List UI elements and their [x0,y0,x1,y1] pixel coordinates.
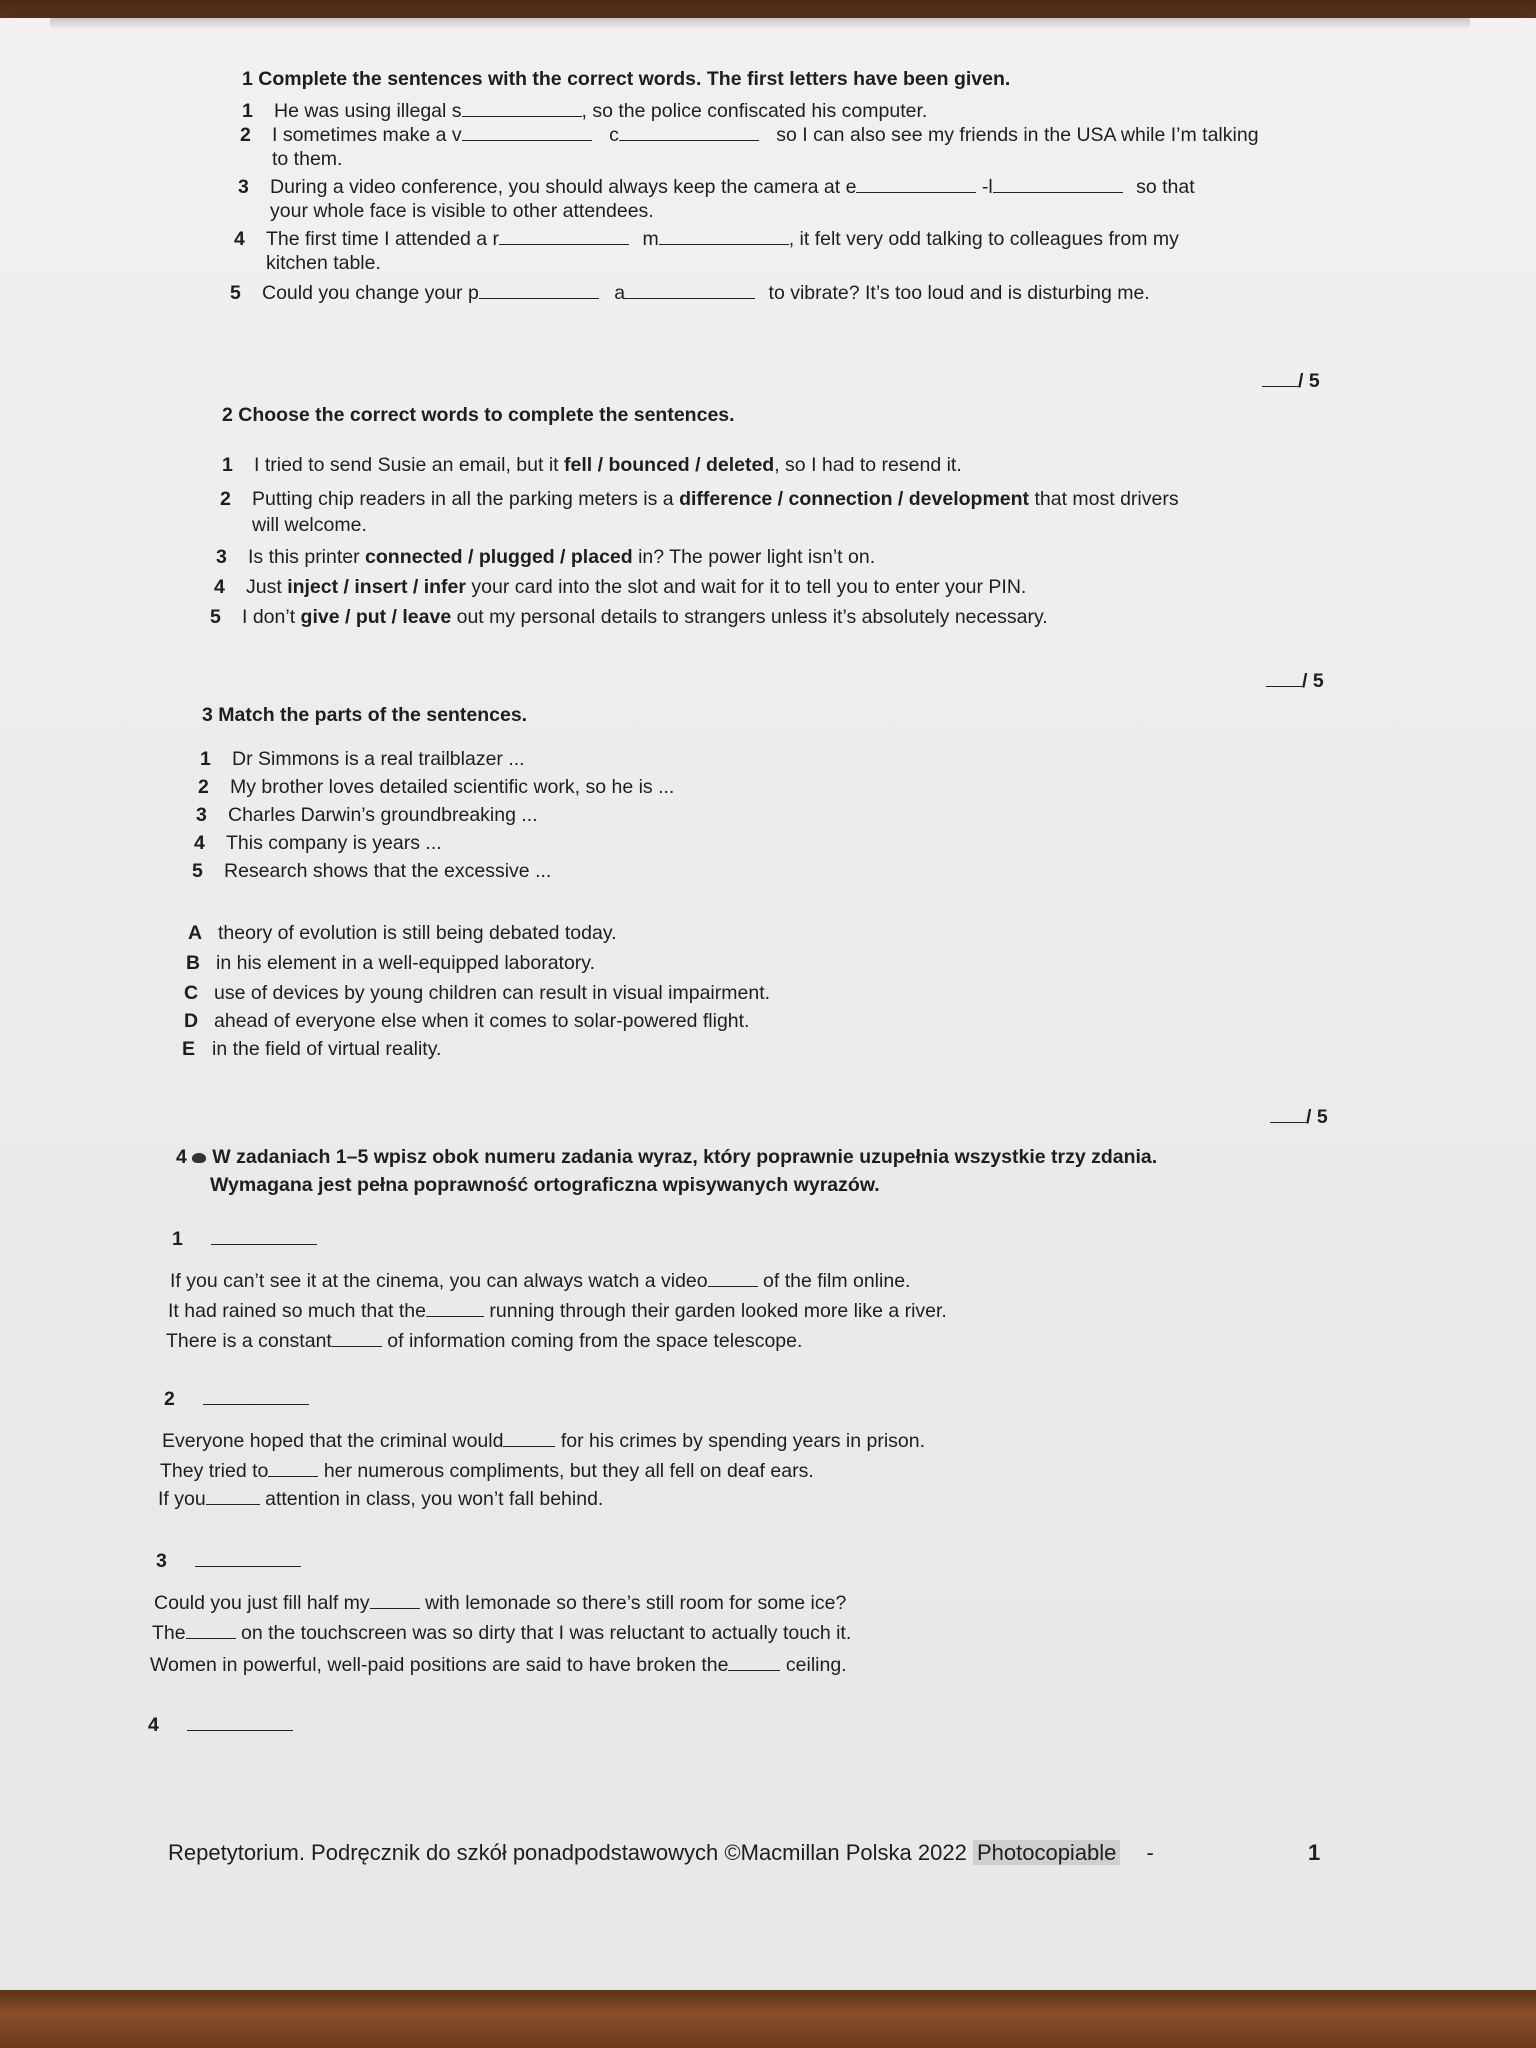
ex4-group-3-number: 3 [156,1550,301,1573]
answer-blank[interactable] [332,1345,382,1347]
worksheet-paper [0,18,1536,1990]
ex1-item-2-cont: to them. [272,148,343,170]
ex3-item-3: 3 Charles Darwin’s groundbreaking ... [196,804,538,826]
answer-blank[interactable] [499,243,629,245]
answer-blank[interactable] [203,1403,309,1405]
answer-blank[interactable] [993,191,1123,193]
ex4-g1-sentence-2: It had rained so much that the running through their garden looked more like a river. [168,1300,947,1322]
ex1-score: / 5 [1262,370,1320,393]
word-options[interactable]: give / put / leave [300,606,452,628]
mouse-icon [192,1153,206,1163]
ex3-ending-d: D ahead of everyone else when it comes to solar-powered flight. [184,1010,750,1032]
answer-blank[interactable] [462,139,592,141]
ex2-item-2-cont: will welcome. [252,514,367,536]
ex3-ending-c: C use of devices by young children can result in visual impairment. [184,982,771,1004]
ex3-ending-e: E in the field of virtual reality. [182,1038,442,1060]
score-blank[interactable] [1270,1121,1306,1123]
answer-blank[interactable] [728,1669,780,1671]
answer-blank[interactable] [426,1315,484,1317]
answer-blank[interactable] [370,1607,420,1609]
ex2-item-4: 4 Just inject / insert / infer your card into the slot and wait for it to tell you to enter your PIN. [214,576,1027,598]
ex3-item-5: 5 Research shows that the excessive ... [192,860,552,882]
answer-blank[interactable] [479,297,599,299]
wood-surface-bottom [0,1990,1536,2048]
ex3-ending-a: A theory of evolution is still being debated today. [188,922,617,944]
answer-blank[interactable] [503,1445,555,1447]
ex4-group-4-number: 4 [148,1714,293,1737]
footer-dash: - [1146,1840,1154,1865]
answer-blank[interactable] [659,243,789,245]
answer-blank[interactable] [206,1503,260,1505]
word-options[interactable]: connected / plugged / placed [365,546,633,568]
ex3-item-4: 4 This company is years ... [194,832,442,854]
ex3-ending-b: B in his element in a well-equipped laboratory. [186,952,596,974]
word-options[interactable]: difference / connection / development [679,488,1030,510]
ex1-item-4-cont: kitchen table. [266,252,381,274]
score-blank[interactable] [1262,385,1298,387]
ex2-item-2: 2 Putting chip readers in all the parking meters is a difference / connection / development that most drivers [220,488,1179,510]
score-blank[interactable] [1266,685,1302,687]
ex4-heading: 4 W zadaniach 1–5 wpisz obok numeru zadania wyraz, który poprawnie uzupełnia wszystkie trzy zdania. [176,1146,1158,1168]
ex3-heading: 3 Match the parts of the sentences. [202,704,528,726]
ex4-group-1-number: 1 [172,1228,317,1251]
ex4-g2-sentence-3: If you attention in class, you won’t fall behind. [158,1488,604,1510]
answer-blank[interactable] [625,297,755,299]
answer-blank[interactable] [856,191,976,193]
word-options[interactable]: fell / bounced / deleted [564,454,775,476]
photocopiable-label: Photocopiable [973,1840,1120,1865]
ex4-heading-cont: Wymagana jest pełna poprawność ortograficzna wpisywanych wyrazów. [210,1174,880,1196]
ex1-item-3: 3 During a video conference, you should always keep the camera at e -l so that [238,176,1195,198]
answer-blank[interactable] [186,1637,236,1639]
answer-blank[interactable] [195,1565,301,1567]
ex4-group-2-number: 2 [164,1388,309,1411]
ex1-heading: 1 Complete the sentences with the correct words. The first letters have been given. [242,68,1011,90]
ex1-item-4: 4 The first time I attended a r m , it felt very odd talking to colleagues from my [234,228,1179,250]
ex4-g1-sentence-1: If you can’t see it at the cinema, you can always watch a video of the film online. [170,1270,911,1292]
ex1-item-1: 1 He was using illegal s , so the police confiscated his computer. [242,100,928,122]
ex1-item-5: 5 Could you change your p a to vibrate? It’s too loud and is disturbing me. [230,282,1150,304]
ex4-g1-sentence-3: There is a constant of information coming from the space telescope. [166,1330,803,1352]
ex2-item-5: 5 I don’t give / put / leave out my personal details to strangers unless it’s absolutely necessary. [210,606,1048,628]
ex2-heading: 2 Choose the correct words to complete the sentences. [222,404,735,426]
ex4-g3-sentence-2: The on the touchscreen was so dirty that I was reluctant to actually touch it. [152,1622,852,1644]
answer-blank[interactable] [187,1729,293,1731]
ex4-g2-sentence-2: They tried to her numerous compliments, but they all fell on deaf ears. [160,1460,814,1482]
answer-blank[interactable] [462,115,582,117]
ex4-g2-sentence-1: Everyone hoped that the criminal would for his crimes by spending years in prison. [162,1430,926,1452]
answer-blank[interactable] [708,1285,758,1287]
ex1-item-3-cont: your whole face is visible to other attendees. [270,200,654,222]
ex1-item-2: 2 I sometimes make a v c so I can also see my friends in the USA while I’m talking [240,124,1259,146]
answer-blank[interactable] [619,139,759,141]
ex2-score: / 5 [1266,670,1324,693]
ex3-score: / 5 [1270,1106,1328,1129]
ex3-item-1: 1 Dr Simmons is a real trailblazer ... [200,748,525,770]
answer-blank[interactable] [268,1475,318,1477]
item-number: 1 [242,100,253,122]
ex4-g3-sentence-1: Could you just fill half my with lemonade so there’s still room for some ice? [154,1592,847,1614]
page-number: 1 [1308,1840,1321,1865]
ex2-item-3: 3 Is this printer connected / plugged / placed in? The power light isn’t on. [216,546,876,568]
ex4-g3-sentence-3: Women in powerful, well-paid positions are said to have broken the ceiling. [150,1654,847,1676]
footer-text: Repetytorium. Podręcznik do szkół ponadpodstawowych ©Macmillan Polska 2022 [168,1840,967,1865]
ex2-item-1: 1 I tried to send Susie an email, but it fell / bounced / deleted, so I had to resend it. [222,454,962,476]
answer-blank[interactable] [211,1243,317,1245]
word-options[interactable]: inject / insert / infer [287,576,466,598]
ex3-item-2: 2 My brother loves detailed scientific work, so he is ... [198,776,675,798]
footer [168,1840,1154,1866]
